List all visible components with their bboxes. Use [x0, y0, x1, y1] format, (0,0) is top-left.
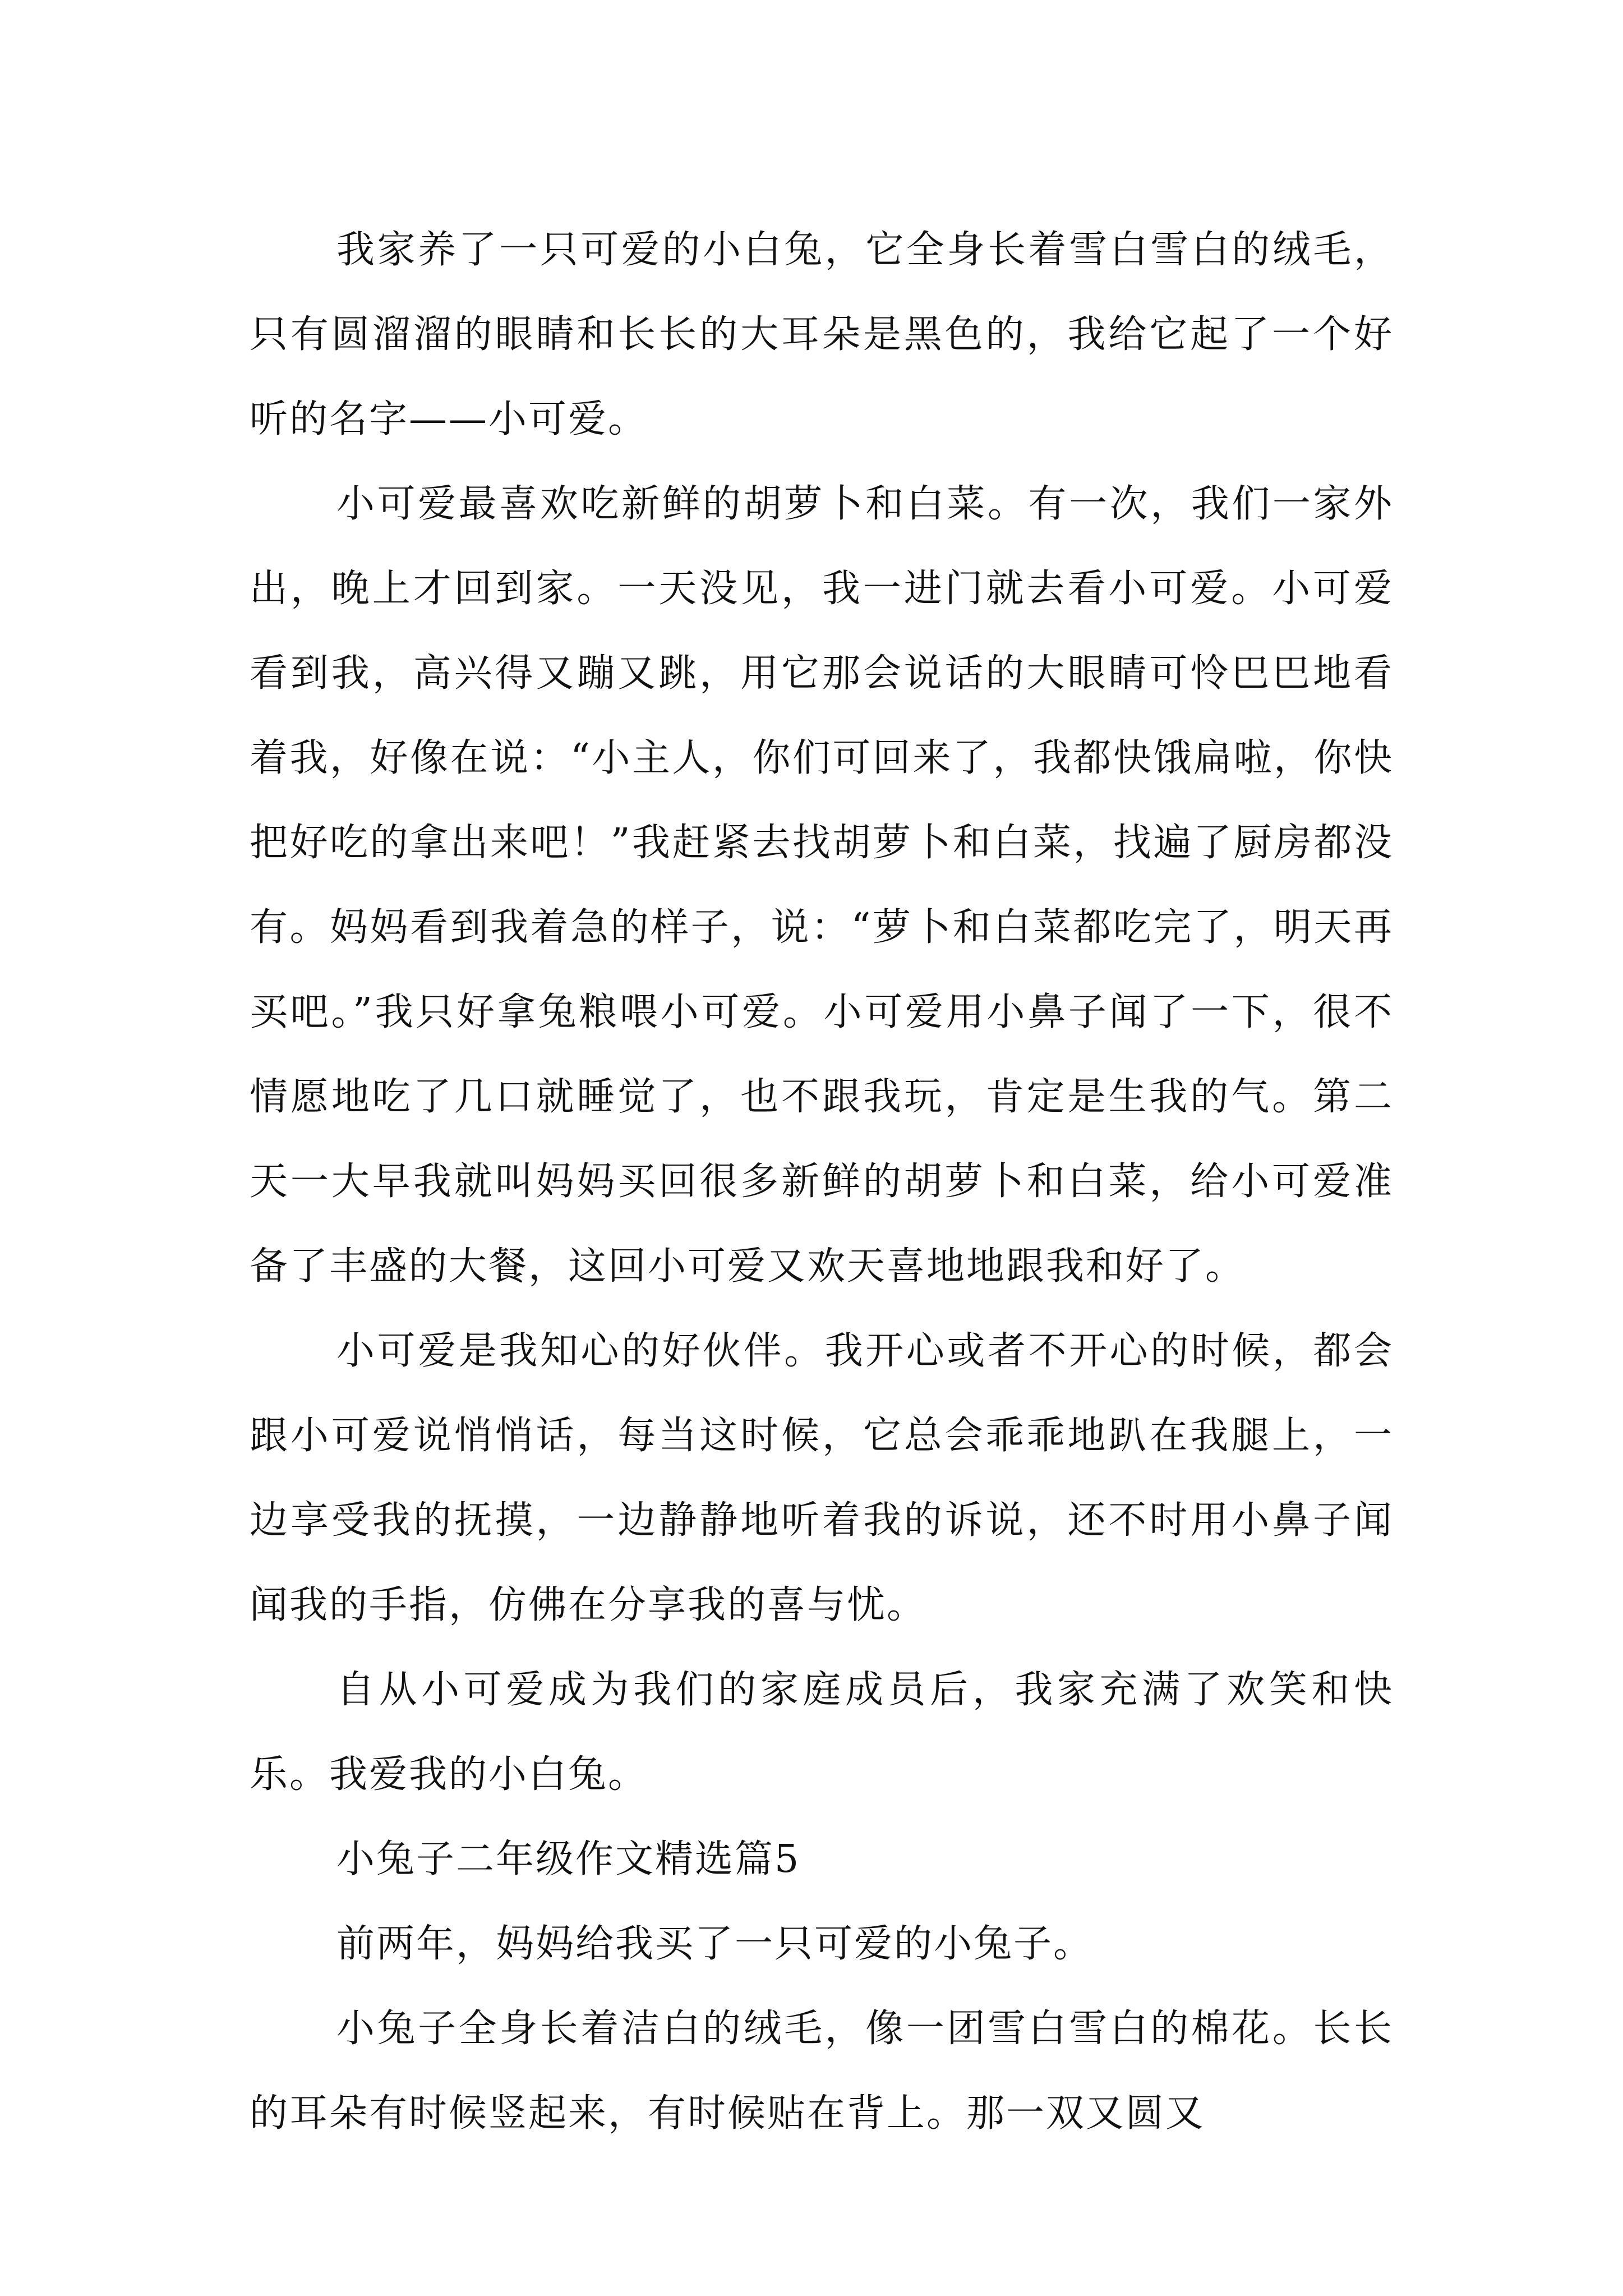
- paragraph-1: 我家养了一只可爱的小白兔，它全身长着雪白雪白的绒毛，只有圆溜溜的眼睛和长长的大耳朵是黑色的，我给它起了一个好听的名字——小可爱。: [250, 228, 1394, 441]
- section-heading: 小兔子二年级作文精选篇5: [336, 1837, 801, 1881]
- paragraph-5: 前两年，妈妈给我买了一只可爱的小兔子。: [336, 1922, 1094, 1966]
- paragraph-2: 小可爱最喜欢吃新鲜的胡萝卜和白菜。有一次，我们一家外出，晚上才回到家。一天没见，我一进门就去看小可爱。小可爱看到我，高兴得又蹦又跳，用它那会说话的大眼睛可怜巴巴地看着我，好像在说：“小主人，你们可回来了，我都快饿扁啦，你快把好吃的拿出来吧！”我赶紧去找胡萝卜和白菜，找遍了厨房都没有。妈妈看到我着急的样子，说：“萝卜和白菜都吃完了，明天再买吧。”我只好拿兔粮喂小可爱。小可爱用小鼻子闻了一下，很不情愿地吃了几口就睡觉了，也不跟我玩，肯定是生我的气。第二天一大早我就叫妈妈买回很多新鲜的胡萝卜和白菜，给小可爱准备了丰盛的大餐，这回小可爱又欢天喜地地跟我和好了。: [250, 482, 1394, 1289]
- paragraph-3: 小可爱是我知心的好伙伴。我开心或者不开心的时候，都会跟小可爱说悄悄话，每当这时候，它总会乖乖地趴在我腿上，一边享受我的抚摸，一边静静地听着我的诉说，还不时用小鼻子闻闻我的手指，仿佛在分享我的喜与忧。: [250, 1329, 1394, 1627]
- paragraph-6: 小兔子全身长着洁白的绒毛，像一团雪白雪白的棉花。长长的耳朵有时候竖起来，有时候贴在背上。那一双又圆又: [250, 2007, 1394, 2136]
- document-body: [250, 208, 1394, 2156]
- paragraph-4: 自从小可爱成为我们的家庭成员后，我家充满了欢笑和快乐。我爱我的小白兔。: [250, 1668, 1394, 1797]
